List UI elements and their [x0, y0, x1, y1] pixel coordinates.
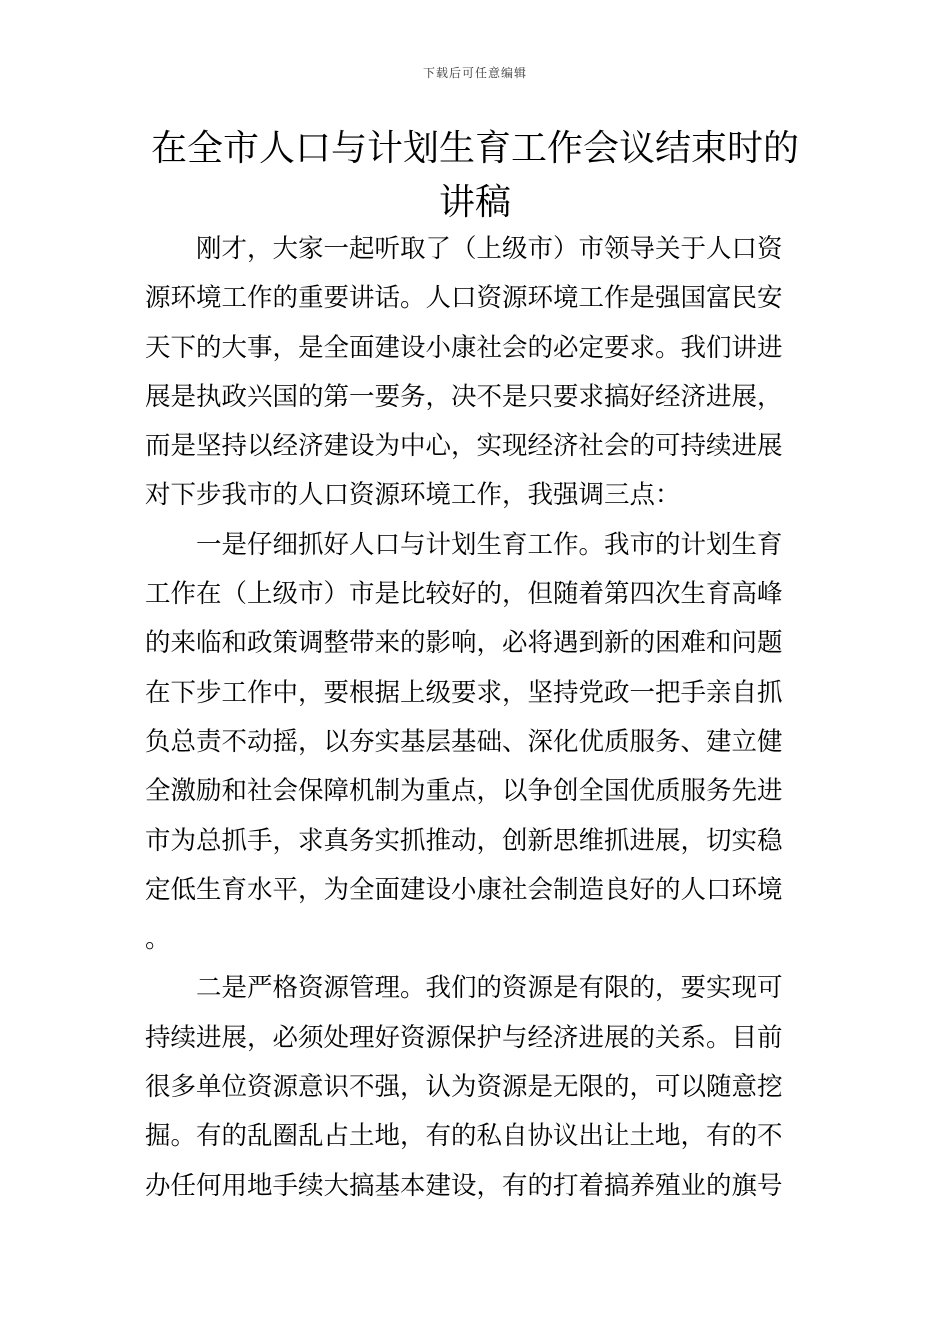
text-line: 展是执政兴国的第一要务，决不是只要求搞好经济进展， [145, 381, 783, 412]
document-body [145, 225, 807, 1211]
title-line-1: 在全市人口与计划生育工作会议结束时的 [150, 128, 799, 169]
paragraph-3 [145, 964, 807, 1210]
text-line: 很多单位资源意识不强，认为资源是无限的，可以随意挖 [145, 1072, 783, 1103]
title-line-2: 讲稿 [438, 182, 511, 223]
text-line: 二是严格资源管理。我们的资源是有限的，要实现可 [196, 973, 783, 1004]
text-line: 定低生育水平，为全面建设小康社会制造良好的人口环境 [145, 874, 783, 905]
text-line: 。 [145, 924, 171, 955]
header-note: 下载后可任意编辑 [422, 66, 527, 80]
text-line: 对下步我市的人口资源环境工作，我强调三点： [145, 480, 681, 511]
text-line: 市为总抓手，求真务实抓推动，创新思维抓进展，切实稳 [145, 825, 783, 856]
text-line: 持续进展，必须处理好资源保护与经济进展的关系。目前 [145, 1022, 783, 1053]
text-line: 掘。有的乱圈乱占土地，有的私自协议出让土地，有的不 [145, 1121, 783, 1152]
text-line: 工作在（上级市）市是比较好的，但随着第四次生育高峰 [145, 579, 783, 610]
text-line: 一是仔细抓好人口与计划生育工作。我市的计划生育 [196, 529, 783, 560]
text-line: 负总责不动摇，以夯实基层基础、深化优质服务、建立健 [145, 726, 783, 757]
text-line: 办任何用地手续大搞基本建设，有的打着搞养殖业的旗号 [145, 1170, 783, 1201]
text-line: 天下的大事，是全面建设小康社会的必定要求。我们讲进 [145, 332, 783, 363]
text-line: 源环境工作的重要讲话。人口资源环境工作是强国富民安 [145, 283, 783, 314]
text-line: 的来临和政策调整带来的影响，必将遇到新的困难和问题 [145, 628, 783, 659]
text-line: 而是坚持以经济建设为中心，实现经济社会的可持续进展 [145, 431, 783, 462]
text-line: 全激励和社会保障机制为重点，以争创全国优质服务先进 [145, 776, 783, 807]
text-line: 刚才，大家一起听取了（上级市）市领导关于人口资 [196, 234, 783, 264]
paragraph-1 [145, 225, 807, 521]
paragraph-2 [145, 521, 807, 965]
text-line: 在下步工作中，要根据上级要求，坚持党政一把手亲自抓 [145, 677, 783, 708]
document-title [120, 122, 830, 230]
